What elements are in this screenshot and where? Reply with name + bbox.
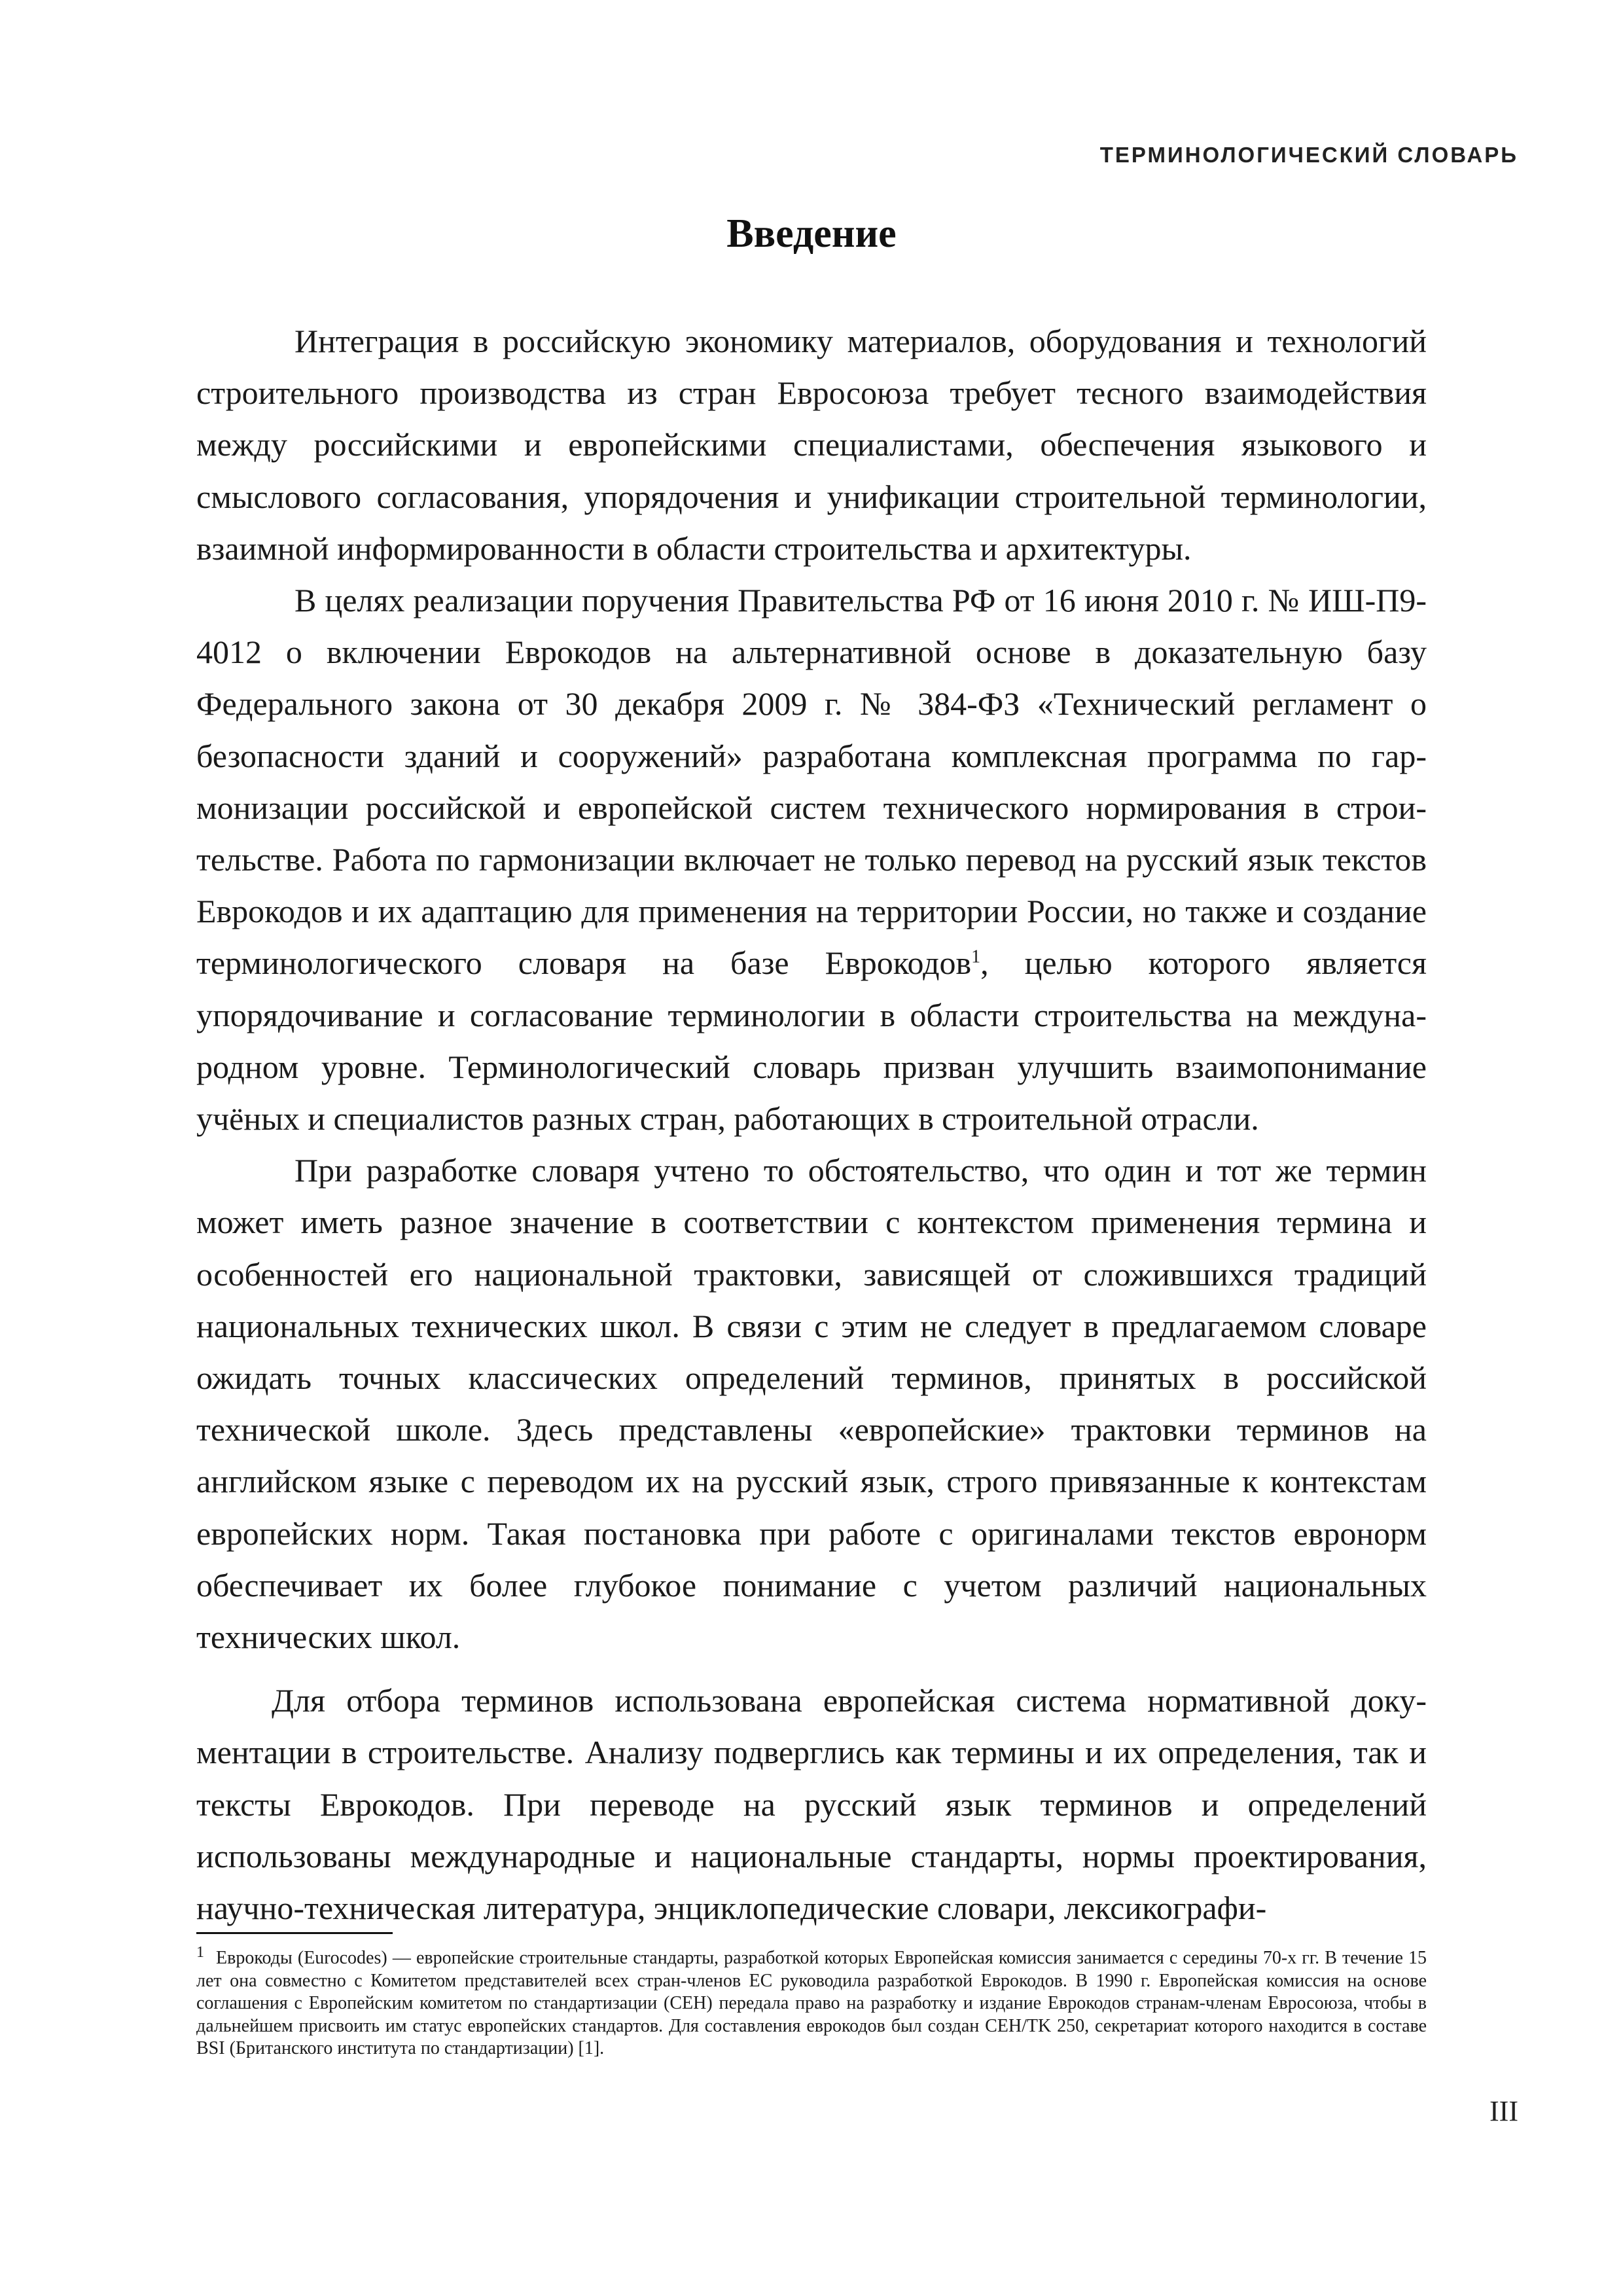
footnote-text: Еврокоды (Eurocodes) — европейские строительные стандарты, разработкой которых Европейская комиссия занимается с середины 70-х гг. В течение 15 лет она совместно с Комитетом представителей всех стран-членов ЕС руководила разработкой Еврокодов. В 1990 г. Европейская комиссия на основе соглашения с Европейским комитетом по стандартизации (CEH) передала право на разработку и издание Еврокодов странам-членам Евросоюза, чтобы в дальнейшем присвоить им статус европейских стандартов. Для составления еврокодов был создан CEH/TK 250, секретариат которого находится в составе BSI (Британского института по стандартизации) [1].: [196, 1948, 1427, 2058]
paragraph-1: Интеграция в российскую экономику материалов, оборудования и технологий строительного производства из стран Евросоюза требует тесного взаимодействия между российскими и европейскими специалистами, обеспечения языкового и смыслового согласования, упорядочения и унификации строительной терминологии, взаимной информированности в области строительства и архитектуры.: [196, 323, 1427, 567]
paragraph-2: [196, 575, 1427, 1145]
footnote-number: 1: [196, 1944, 204, 1961]
footnote: [196, 1944, 1427, 2060]
page-number: III: [1489, 2095, 1518, 2127]
paragraph-2-part-a: В целях реализации поручения Правительства РФ от 16 июня 2010 г. № ИШ-П9-4012 о включении Еврокодов на альтернативной основе в доказательную базу Федерального закона от 30 декабря 2009 г. № 384-ФЗ «Технический регламент о безопасности зданий и сооружений» разработана комплексная программа по гармонизации российской и европейской систем технического нормирования в строительстве. Работа по гармонизации включает не только перевод на русский язык текстов Еврокодов и их адаптацию для применения на территории России, но также и создание терминологического словаря на базе Еврокодов: [196, 582, 1427, 982]
paragraph-4: Для отбора терминов использована европейская система нормативной документации в строительстве. Анализу подверглись как термины и их определения, так и тексты Еврокодов. При переводе на русский язык терминов и определений использованы международные и национальные стандарты, нормы проектирования, научно-техническая литература, энциклопедические словари, лексикографи-: [196, 1682, 1427, 1927]
running-header: ТЕРМИНОЛОГИЧЕСКИЙ СЛОВАРЬ: [1099, 143, 1518, 167]
paragraph-3: При разработке словаря учтено то обстоятельство, что один и тот же термин может иметь разное значение в соответствии с контекстом применения термина и особенностей его национальной трактовки, зависящей от сложившихся традиций национальных технических школ. В связи с этим не следует в предлагаемом словаре ожидать точных классических определений терминов, принятых в российской технической школе. Здесь представлены «европейские» трактовки терминов на английском языке с переводом их на русский язык, строго привязанные к контекстам европейских норм. Такая постановка при работе с оригиналами текстов евронорм обеспечивает их более глубокое понимание с учетом различий национальных технических школ.: [196, 1152, 1427, 1656]
page-title: Введение: [726, 211, 897, 256]
footnote-separator: [196, 1932, 393, 1934]
body-text: [196, 315, 1427, 1934]
footnote-reference[interactable]: 1: [971, 946, 981, 967]
paragraph-2-part-b: , целью которого является упорядочивание и согласование терминологии в области строительства на международном уровне. Терминологический словарь призван улучшить взаимопонимание учёных и специалистов разных стран, работающих в строительной отрасли.: [196, 944, 1427, 1138]
